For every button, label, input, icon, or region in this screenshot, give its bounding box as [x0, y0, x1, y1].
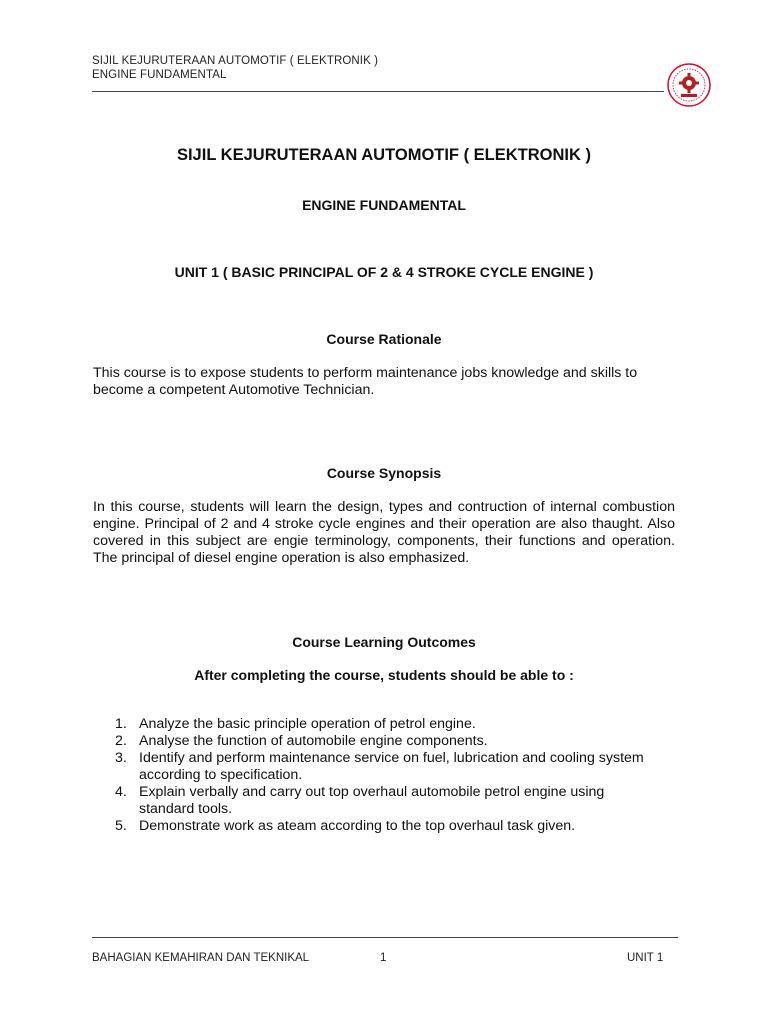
- footer-divider: [92, 937, 678, 938]
- rationale-text: This course is to expose students to perform maintenance jobs knowledge and skills to become a competent Automotive Technician.: [93, 365, 638, 398]
- outcomes-list: [93, 716, 653, 835]
- list-item-text: Identify and perform maintenance service on fuel, lubrication and cooling system according to specification.: [139, 750, 644, 783]
- footer-department: BAHAGIAN KEMAHIRAN DAN TEKNIKAL: [92, 952, 310, 964]
- document-title: SIJIL KEJURUTERAAN AUTOMOTIF ( ELEKTRONIK ): [176, 146, 592, 164]
- synopsis-heading: Course Synopsis: [326, 465, 442, 481]
- unit-title: UNIT 1 ( BASIC PRINCIPAL OF 2 & 4 STROKE CYCLE ENGINE ): [174, 264, 594, 280]
- institution-seal-icon: [666, 62, 712, 108]
- header-subject-title: ENGINE FUNDAMENTAL: [92, 69, 227, 81]
- list-item-text: Analyze the basic principle operation of petrol engine.: [139, 716, 476, 732]
- subject-title: ENGINE FUNDAMENTAL: [302, 197, 466, 213]
- outcomes-heading: Course Learning Outcomes: [292, 634, 476, 650]
- synopsis-text: In this course, students will learn the design, types and contruction of internal combustion engine. Principal of 2 and 4 stroke cycle engines and their operation are also thaught. Also covered in this subject are engie terminology, components, their functions and operation. The principal of diesel engine operation is also emphasized.: [93, 499, 675, 566]
- list-item: [93, 733, 653, 750]
- list-item-number: 1.: [115, 716, 127, 732]
- outcomes-lead: After completing the course, students should be able to :: [194, 667, 574, 683]
- list-item-number: 2.: [115, 733, 127, 749]
- list-item: [93, 750, 653, 784]
- list-item-number: 5.: [115, 818, 127, 834]
- rationale-heading: Course Rationale: [326, 331, 442, 347]
- list-item: [93, 818, 653, 835]
- list-item: [93, 784, 653, 818]
- list-item-number: 4.: [115, 784, 127, 800]
- list-item-text: Analyse the function of automobile engine components.: [139, 733, 488, 749]
- list-item-text: Explain verbally and carry out top overhaul automobile petrol engine using standard tools.: [139, 784, 605, 817]
- list-item-number: 3.: [115, 750, 127, 766]
- list-item: [93, 716, 653, 733]
- header-divider: [92, 91, 664, 92]
- page-number: 1: [380, 952, 387, 964]
- footer-unit: UNIT 1: [627, 952, 664, 964]
- list-item-text: Demonstrate work as ateam according to the top overhaul task given.: [139, 818, 576, 834]
- header-course-title: SIJIL KEJURUTERAAN AUTOMOTIF ( ELEKTRONIK ): [92, 55, 379, 67]
